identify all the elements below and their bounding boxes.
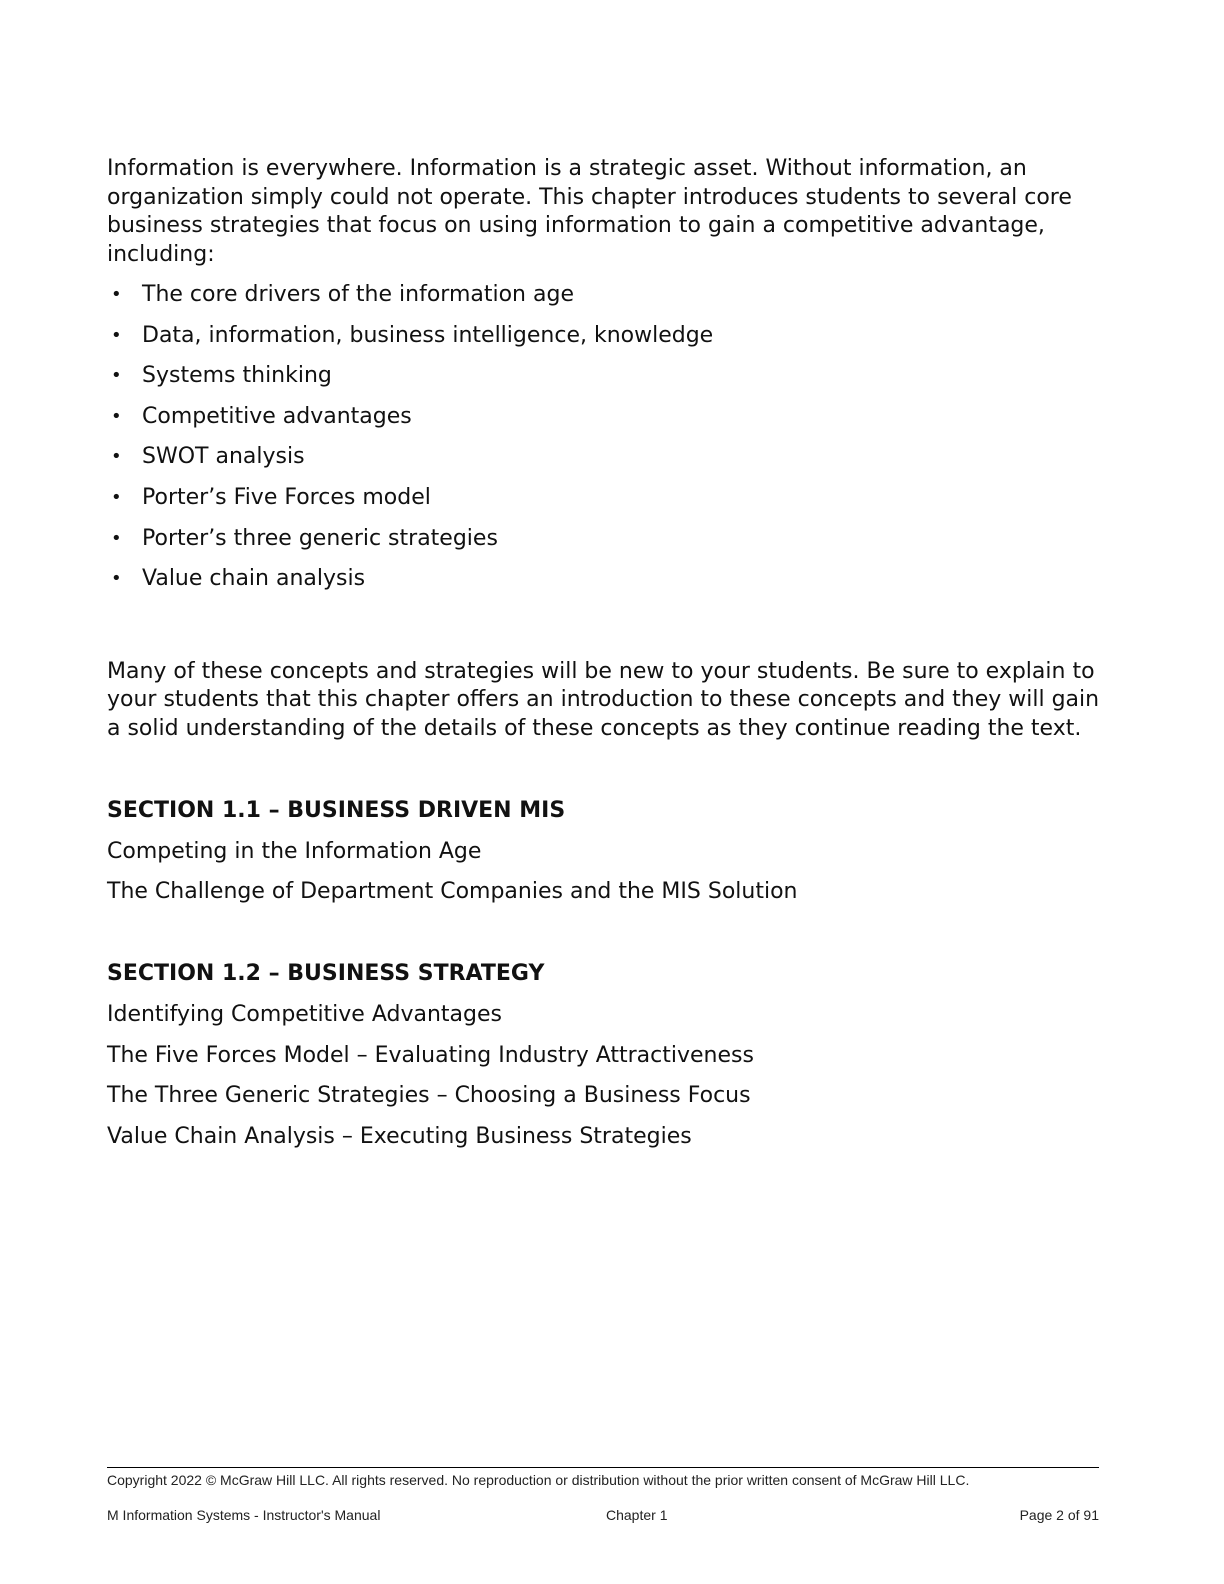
bullet-icon: • bbox=[111, 446, 122, 468]
list-item-text: Value chain analysis bbox=[142, 566, 366, 592]
list-item-text: Data, information, business intelligence, knowledge bbox=[142, 322, 714, 348]
section-topic: Identifying Competitive Advantages bbox=[107, 1002, 502, 1028]
section-topic: The Five Forces Model – Evaluating Industry Attractiveness bbox=[107, 1042, 754, 1068]
footer-page-number: Page 2 of 91 bbox=[1019, 1507, 1099, 1523]
list-item bbox=[107, 322, 1107, 363]
list-item-text: SWOT analysis bbox=[142, 444, 305, 470]
list-item bbox=[107, 281, 1107, 322]
section-topic: The Three Generic Strategies – Choosing a Business Focus bbox=[107, 1083, 751, 1109]
bullet-icon: • bbox=[111, 284, 122, 305]
list-item bbox=[107, 443, 1107, 484]
section-heading: SECTION 1.1 – BUSINESS DRIVEN MIS bbox=[107, 798, 566, 824]
section-1-2 bbox=[107, 960, 1107, 1150]
bullet-icon: • bbox=[111, 486, 122, 508]
topic-list bbox=[107, 281, 1107, 606]
list-item bbox=[107, 525, 1107, 566]
list-item bbox=[107, 362, 1107, 403]
bullet-icon: • bbox=[111, 568, 122, 590]
section-1-1 bbox=[107, 797, 1107, 906]
list-item-text: The core drivers of the information age bbox=[142, 282, 574, 307]
list-item bbox=[107, 484, 1107, 525]
list-item bbox=[107, 565, 1107, 606]
summary-paragraph: Many of these concepts and strategies will be new to your students. Be sure to explain to your students that this chapter offers an introduction to these concepts and they will gain a solid understanding of the details of these concepts as they continue reading the text. bbox=[107, 658, 1100, 741]
footer-divider bbox=[107, 1467, 1099, 1468]
bullet-icon: • bbox=[111, 527, 122, 549]
section-heading: SECTION 1.2 – BUSINESS STRATEGY bbox=[107, 961, 545, 987]
footer-chapter: Chapter 1 bbox=[606, 1507, 668, 1523]
bullet-icon: • bbox=[111, 365, 122, 387]
section-topic: Value Chain Analysis – Executing Business Strategies bbox=[107, 1123, 692, 1149]
list-item-text: Systems thinking bbox=[142, 363, 332, 389]
list-item-text: Competitive advantages bbox=[142, 403, 412, 429]
document-body bbox=[107, 155, 1107, 1151]
bullet-icon: • bbox=[111, 405, 122, 427]
section-topic: Competing in the Information Age bbox=[107, 838, 482, 864]
footer-manual-title: M Information Systems - Instructor's Manual bbox=[107, 1507, 381, 1523]
bullet-icon: • bbox=[111, 324, 122, 346]
list-item-text: Porter’s three generic strategies bbox=[142, 525, 498, 551]
footer-copyright: Copyright 2022 © McGraw Hill LLC. All rights reserved. No reproduction or distribution without the prior written consent of McGraw Hill LLC. bbox=[107, 1472, 970, 1488]
intro-paragraph: Information is everywhere. Information is a strategic asset. Without information, an organization simply could not operate. This chapter introduces students to several core business strategies that focus on using information to gain a competitive advantage, including: bbox=[107, 156, 1072, 267]
section-topic: The Challenge of Department Companies and the MIS Solution bbox=[107, 879, 798, 905]
list-item bbox=[107, 403, 1107, 444]
list-item-text: Porter’s Five Forces model bbox=[142, 484, 431, 510]
